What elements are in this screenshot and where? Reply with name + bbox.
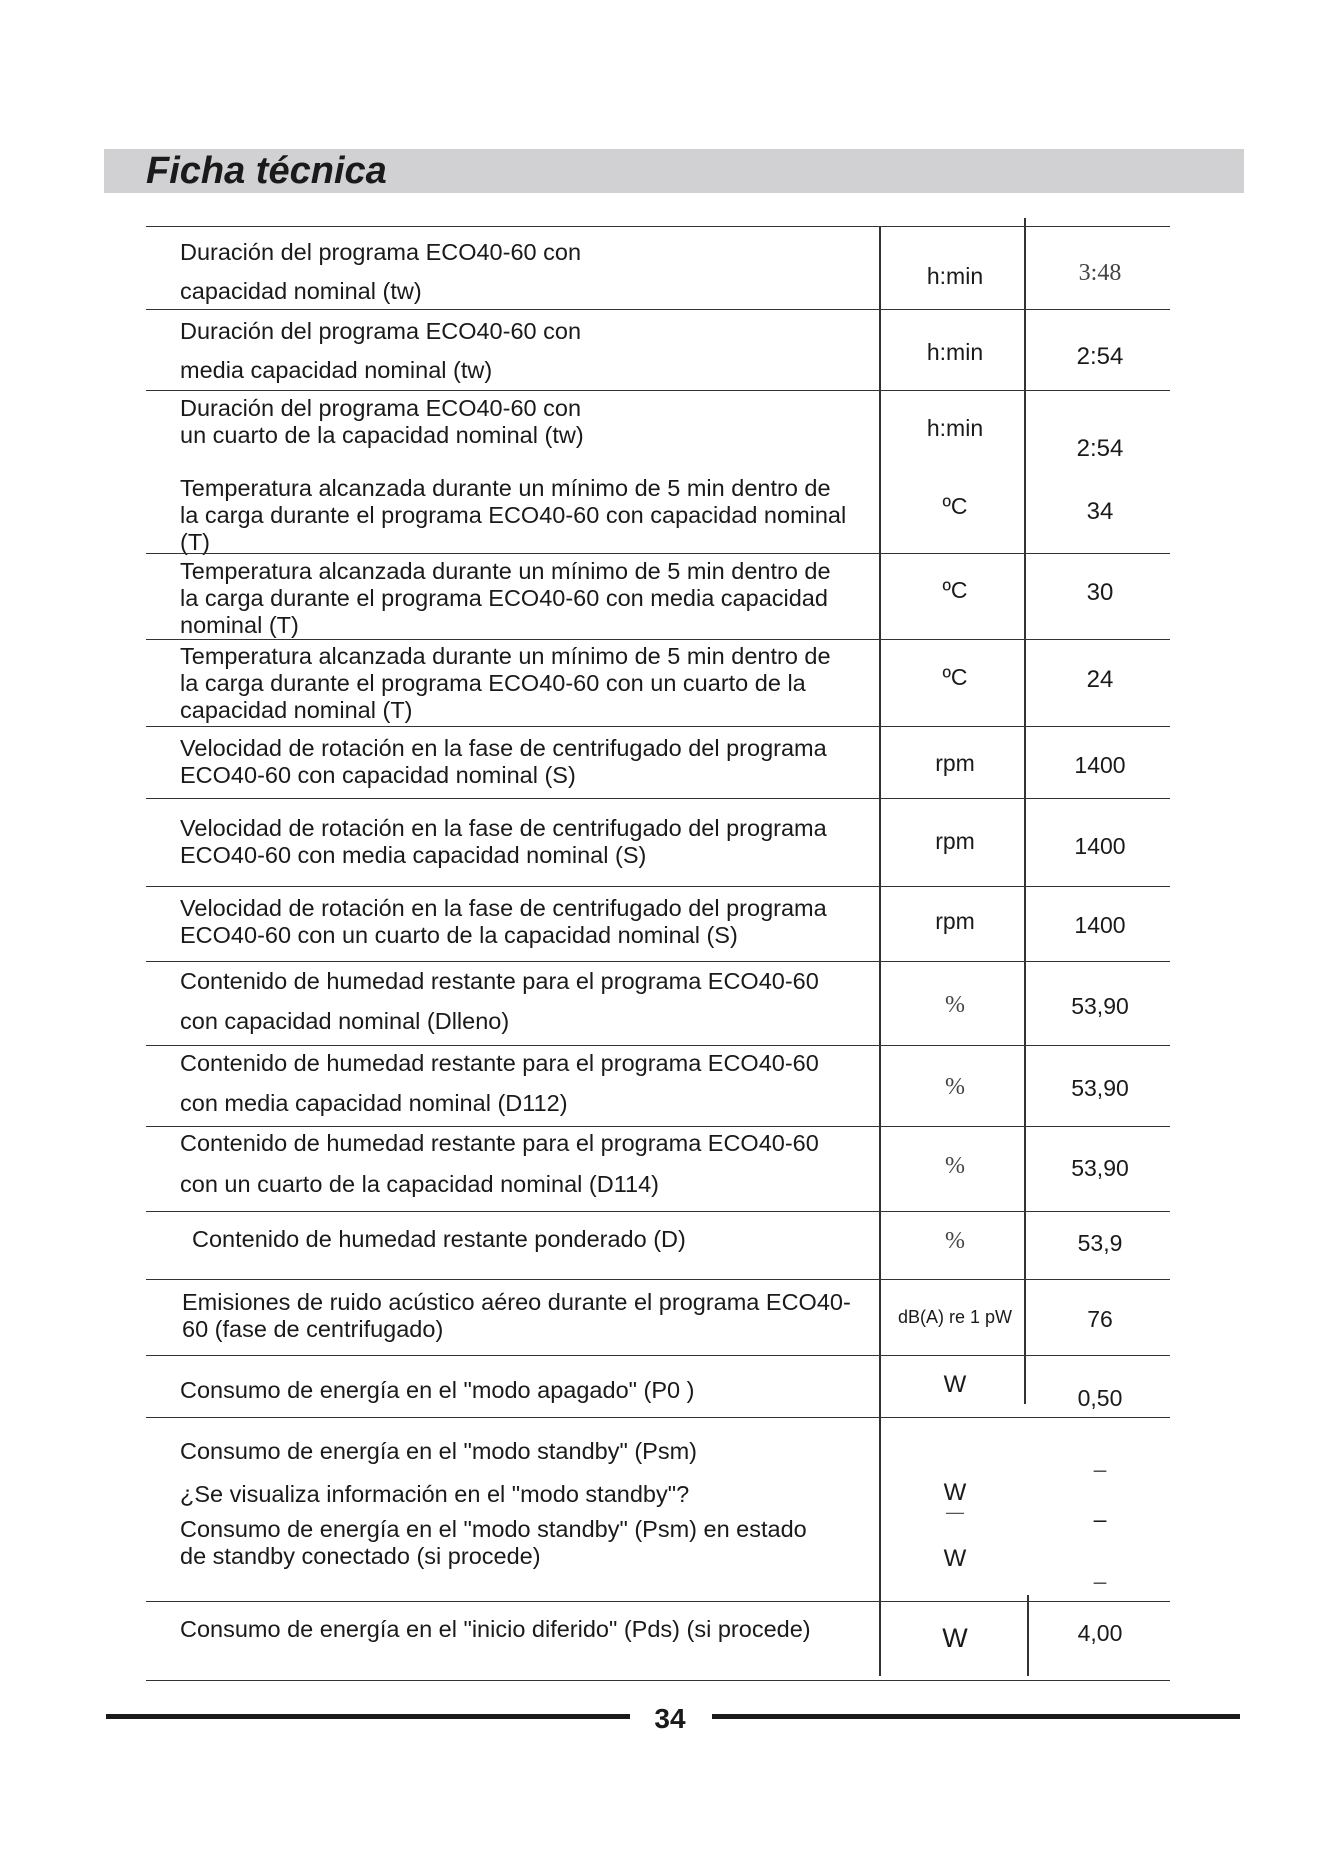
row-value: – [1093, 1456, 1107, 1482]
table-row [146, 961, 1170, 1045]
row-unit: W [943, 1371, 967, 1398]
footer-rule-left [106, 1714, 630, 1719]
row-unit: ºC [942, 493, 968, 519]
page-title: Ficha técnica [146, 150, 387, 192]
row-label: Contenido de humedad restante para el programa ECO40-60 con media capacidad nominal (D112) [180, 1050, 819, 1116]
table-row [146, 886, 1170, 961]
row-unit: % [945, 1228, 965, 1254]
row-unit: ºC [942, 664, 968, 690]
table-row [146, 309, 1170, 390]
row-value: 3:48 [1078, 260, 1122, 286]
row-label: Duración del programa ECO40-60 con media capacidad nominal (tw) [180, 318, 582, 383]
table-row [146, 1126, 1170, 1211]
row-value: – [1093, 1506, 1107, 1532]
table-row [146, 226, 1170, 309]
row-value: 1400 [1074, 833, 1126, 859]
row-label: Temperatura alcanzada durante un mínimo de 5 min dentro de la carga durante el programa ECO40-60 con media capacidad nominal (T) [180, 558, 831, 638]
row-value: 1400 [1074, 912, 1126, 938]
row-label: Contenido de humedad restante para el programa ECO40-60 con capacidad nominal (Dlleno) [180, 968, 819, 1034]
row-value: 1400 [1074, 752, 1126, 778]
table-row [146, 553, 1170, 639]
row-unit: rpm [935, 908, 975, 934]
row-value: 53,90 [1071, 1155, 1129, 1181]
column-divider [1024, 218, 1026, 1404]
table-row [146, 798, 1170, 886]
page-number: 34 [654, 1703, 686, 1734]
row-value: 53,90 [1071, 993, 1129, 1019]
row-label: Consumo de energía en el "modo apagado" (P0 ) [180, 1377, 695, 1403]
row-unit: W [942, 1623, 968, 1653]
title-bar [104, 149, 1244, 193]
row-value: 53,90 [1071, 1075, 1129, 1101]
row-value: 24 [1086, 666, 1114, 693]
row-label: Consumo de energía en el "modo standby" (Psm) ¿Se visualiza información en el "modo standby"? Consumo de energía en el "modo standby" (Psm) en estado de standby conectado (si procede) [180, 1438, 807, 1569]
table-row [146, 726, 1170, 798]
row-unit: % [945, 1153, 965, 1179]
row-label: Contenido de humedad restante para el programa ECO40-60 con un cuarto de la capacidad nominal (D114) [180, 1130, 819, 1197]
row-unit: W [943, 1545, 967, 1572]
column-divider [879, 226, 881, 1676]
row-label: Contenido de humedad restante ponderado (D) [192, 1226, 686, 1252]
row-label: Duración del programa ECO40-60 con un cuarto de la capacidad nominal (tw) [180, 395, 584, 448]
row-value: 2:54 [1076, 343, 1124, 370]
table-row [146, 1355, 1170, 1417]
row-value: – [1093, 1568, 1107, 1594]
row-value: 76 [1087, 1306, 1113, 1332]
row-label: Consumo de energía en el "inicio diferido" (Pds) (si procede) [180, 1616, 811, 1642]
table-row [146, 1601, 1170, 1681]
row-value: 34 [1086, 498, 1114, 525]
row-unit: h:min [926, 263, 984, 289]
row-value: 2:54 [1076, 435, 1124, 462]
spec-table [146, 226, 1170, 1681]
row-value: 53,9 [1077, 1230, 1123, 1256]
column-divider [1027, 1595, 1029, 1676]
table-row [146, 1279, 1170, 1355]
row-label: Velocidad de rotación en la fase de centrifugado del programa ECO40-60 con un cuarto de la capacidad nominal (S) [180, 895, 827, 948]
footer-rule-right [712, 1714, 1240, 1719]
table-row [146, 467, 1170, 553]
row-value: 0,50 [1077, 1385, 1123, 1411]
table-row [146, 1417, 1170, 1601]
row-unit: ºC [942, 577, 968, 603]
row-value: 4,00 [1077, 1620, 1123, 1646]
row-unit: rpm [935, 828, 975, 854]
row-unit: rpm [935, 750, 975, 776]
row-unit: dB(A) re 1 pW [897, 1307, 1013, 1327]
row-label: Temperatura alcanzada durante un mínimo de 5 min dentro de la carga durante el programa ECO40-60 con capacidad nominal (T) [180, 475, 847, 555]
table-row [146, 1045, 1170, 1126]
row-unit: — [946, 1502, 964, 1522]
table-row [146, 390, 1170, 467]
row-label: Velocidad de rotación en la fase de centrifugado del programa ECO40-60 con media capacidad nominal (S) [180, 815, 827, 868]
row-label: Velocidad de rotación en la fase de centrifugado del programa ECO40-60 con capacidad nominal (S) [180, 735, 827, 788]
row-value: 30 [1086, 579, 1114, 606]
row-unit: W [943, 1479, 967, 1506]
table-row [146, 639, 1170, 726]
row-label: Emisiones de ruido acústico aéreo durante el programa ECO40- 60 (fase de centrifugado) [182, 1289, 851, 1342]
row-label: Duración del programa ECO40-60 con capacidad nominal (tw) [180, 239, 582, 304]
row-unit: % [945, 1074, 965, 1100]
row-label: Temperatura alcanzada durante un mínimo de 5 min dentro de la carga durante el programa ECO40-60 con un cuarto de la capacidad nominal (T) [180, 643, 831, 723]
row-unit: % [945, 992, 965, 1018]
table-row [146, 1211, 1170, 1279]
row-unit: h:min [926, 339, 984, 365]
row-unit: h:min [926, 415, 984, 441]
